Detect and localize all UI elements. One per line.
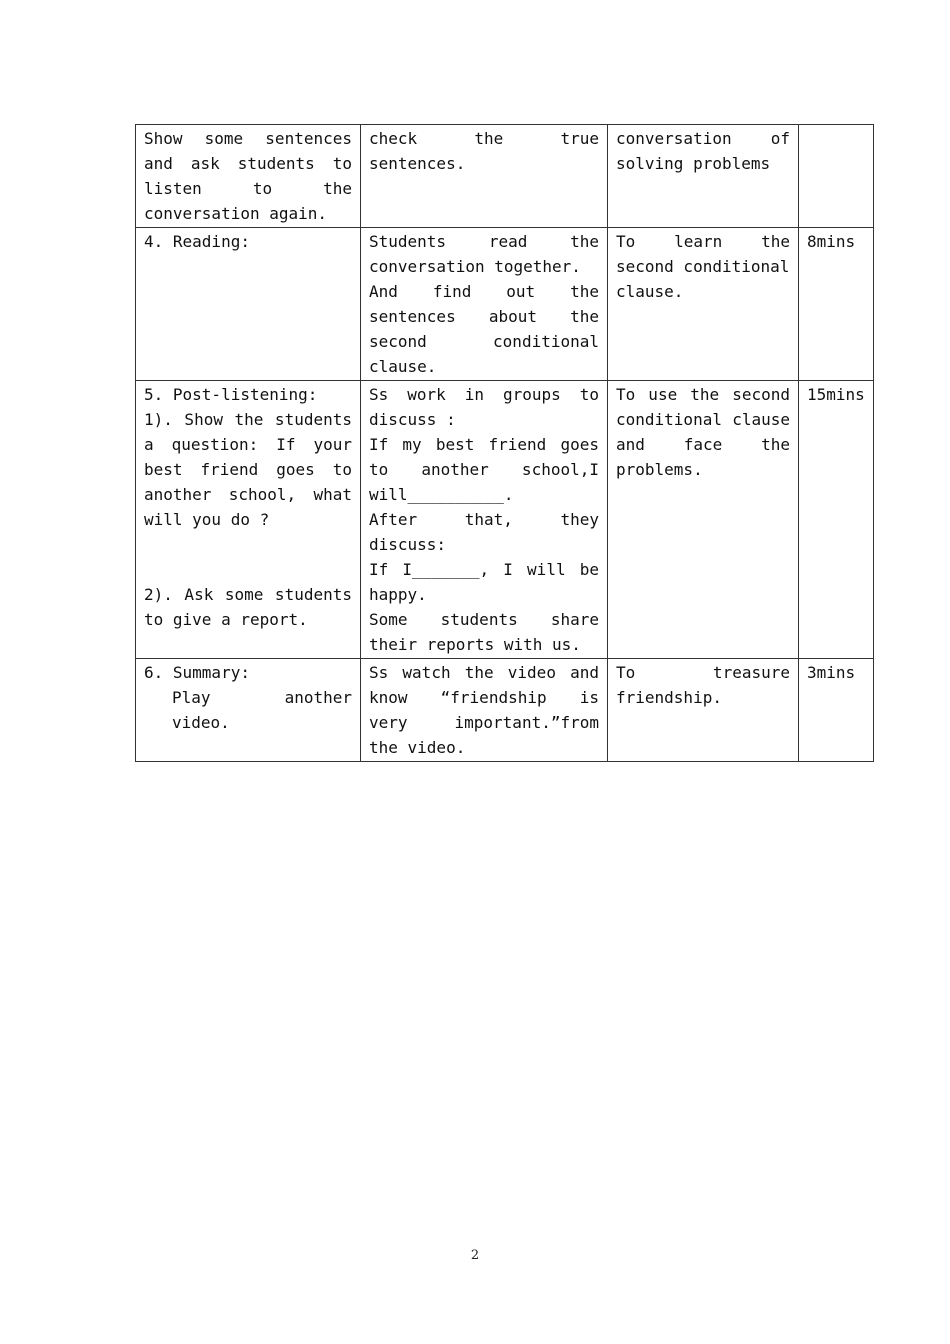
cell-line: 6. Summary: bbox=[144, 663, 250, 682]
table-row bbox=[136, 381, 874, 659]
cell-line: If my best friend goes bbox=[369, 435, 599, 454]
activity-cell bbox=[136, 125, 361, 228]
cell-line: problems. bbox=[616, 460, 703, 479]
cell-line: Play another bbox=[172, 688, 352, 707]
cell-line: clause. bbox=[616, 282, 684, 301]
table-row bbox=[136, 659, 874, 762]
cell-line: Some students share bbox=[369, 610, 599, 629]
cell-line: 4. Reading: bbox=[144, 232, 250, 251]
time-cell: 8mins bbox=[799, 228, 874, 381]
page-number: 2 bbox=[470, 1248, 480, 1263]
cell-line: and face the bbox=[616, 435, 790, 454]
cell-line: To learn the bbox=[616, 232, 790, 251]
cell-line: discuss: bbox=[369, 535, 447, 554]
activity-cell bbox=[136, 228, 361, 381]
cell-line: sentences about the bbox=[369, 307, 599, 326]
cell-line: Students read the bbox=[369, 232, 599, 251]
students-cell bbox=[361, 659, 608, 762]
cell-line: second conditional bbox=[369, 332, 599, 351]
cell-line: best friend goes to bbox=[144, 460, 352, 479]
cell-line: To use the second bbox=[616, 385, 790, 404]
time-cell: 15mins bbox=[799, 381, 874, 659]
students-cell bbox=[361, 381, 608, 659]
cell-line: happy. bbox=[369, 585, 427, 604]
table-row bbox=[136, 228, 874, 381]
cell-line: 5. Post-listening: bbox=[144, 385, 318, 404]
cell-line: check the true bbox=[369, 129, 599, 148]
purpose-cell bbox=[608, 381, 799, 659]
cell-line: discuss : bbox=[369, 410, 456, 429]
cell-line: will you do ? bbox=[144, 510, 270, 529]
cell-line: conversation again. bbox=[144, 204, 328, 223]
cell-line: will__________. bbox=[369, 485, 514, 504]
students-cell bbox=[361, 228, 608, 381]
activity-cell bbox=[136, 381, 361, 659]
purpose-cell bbox=[608, 659, 799, 762]
cell-line: and ask students to bbox=[144, 154, 352, 173]
cell-line: After that, they bbox=[369, 510, 599, 529]
cell-line: Show some sentences bbox=[144, 129, 352, 148]
cell-line: 2). Ask some students bbox=[144, 585, 352, 604]
cell-line: to another school,I bbox=[369, 460, 599, 479]
cell-line: clause. bbox=[369, 357, 437, 376]
cell-line: to give a report. bbox=[144, 610, 308, 629]
time-cell bbox=[799, 125, 874, 228]
cell-line: a question: If your bbox=[144, 435, 352, 454]
cell-line: Ss watch the video and bbox=[369, 663, 599, 682]
spacer bbox=[144, 532, 352, 582]
cell-line: conditional clause bbox=[616, 410, 790, 429]
cell-line: Ss work in groups to bbox=[369, 385, 599, 404]
cell-line: And find out the bbox=[369, 282, 599, 301]
table-row bbox=[136, 125, 874, 228]
lesson-plan-table bbox=[135, 124, 874, 762]
cell-line: If I_______, I will be bbox=[369, 560, 599, 579]
cell-line: know “friendship is bbox=[369, 688, 599, 707]
cell-line: their reports with us. bbox=[369, 635, 581, 654]
cell-line: another school, what bbox=[144, 485, 352, 504]
cell-line: the video. bbox=[369, 738, 466, 757]
cell-line: video. bbox=[172, 713, 230, 732]
students-cell bbox=[361, 125, 608, 228]
cell-line: conversation together. bbox=[369, 257, 581, 276]
cell-line: sentences. bbox=[369, 154, 466, 173]
purpose-cell bbox=[608, 228, 799, 381]
time-cell: 3mins bbox=[799, 659, 874, 762]
cell-line: conversation of bbox=[616, 129, 790, 148]
cell-line: 1). Show the students bbox=[144, 410, 352, 429]
cell-line: second conditional bbox=[616, 257, 790, 276]
cell-line: To treasure bbox=[616, 663, 790, 682]
activity-cell bbox=[136, 659, 361, 762]
cell-line: solving problems bbox=[616, 154, 771, 173]
cell-line: friendship. bbox=[616, 688, 722, 707]
purpose-cell bbox=[608, 125, 799, 228]
cell-line: very important.”from bbox=[369, 713, 599, 732]
cell-line: listen to the bbox=[144, 179, 352, 198]
